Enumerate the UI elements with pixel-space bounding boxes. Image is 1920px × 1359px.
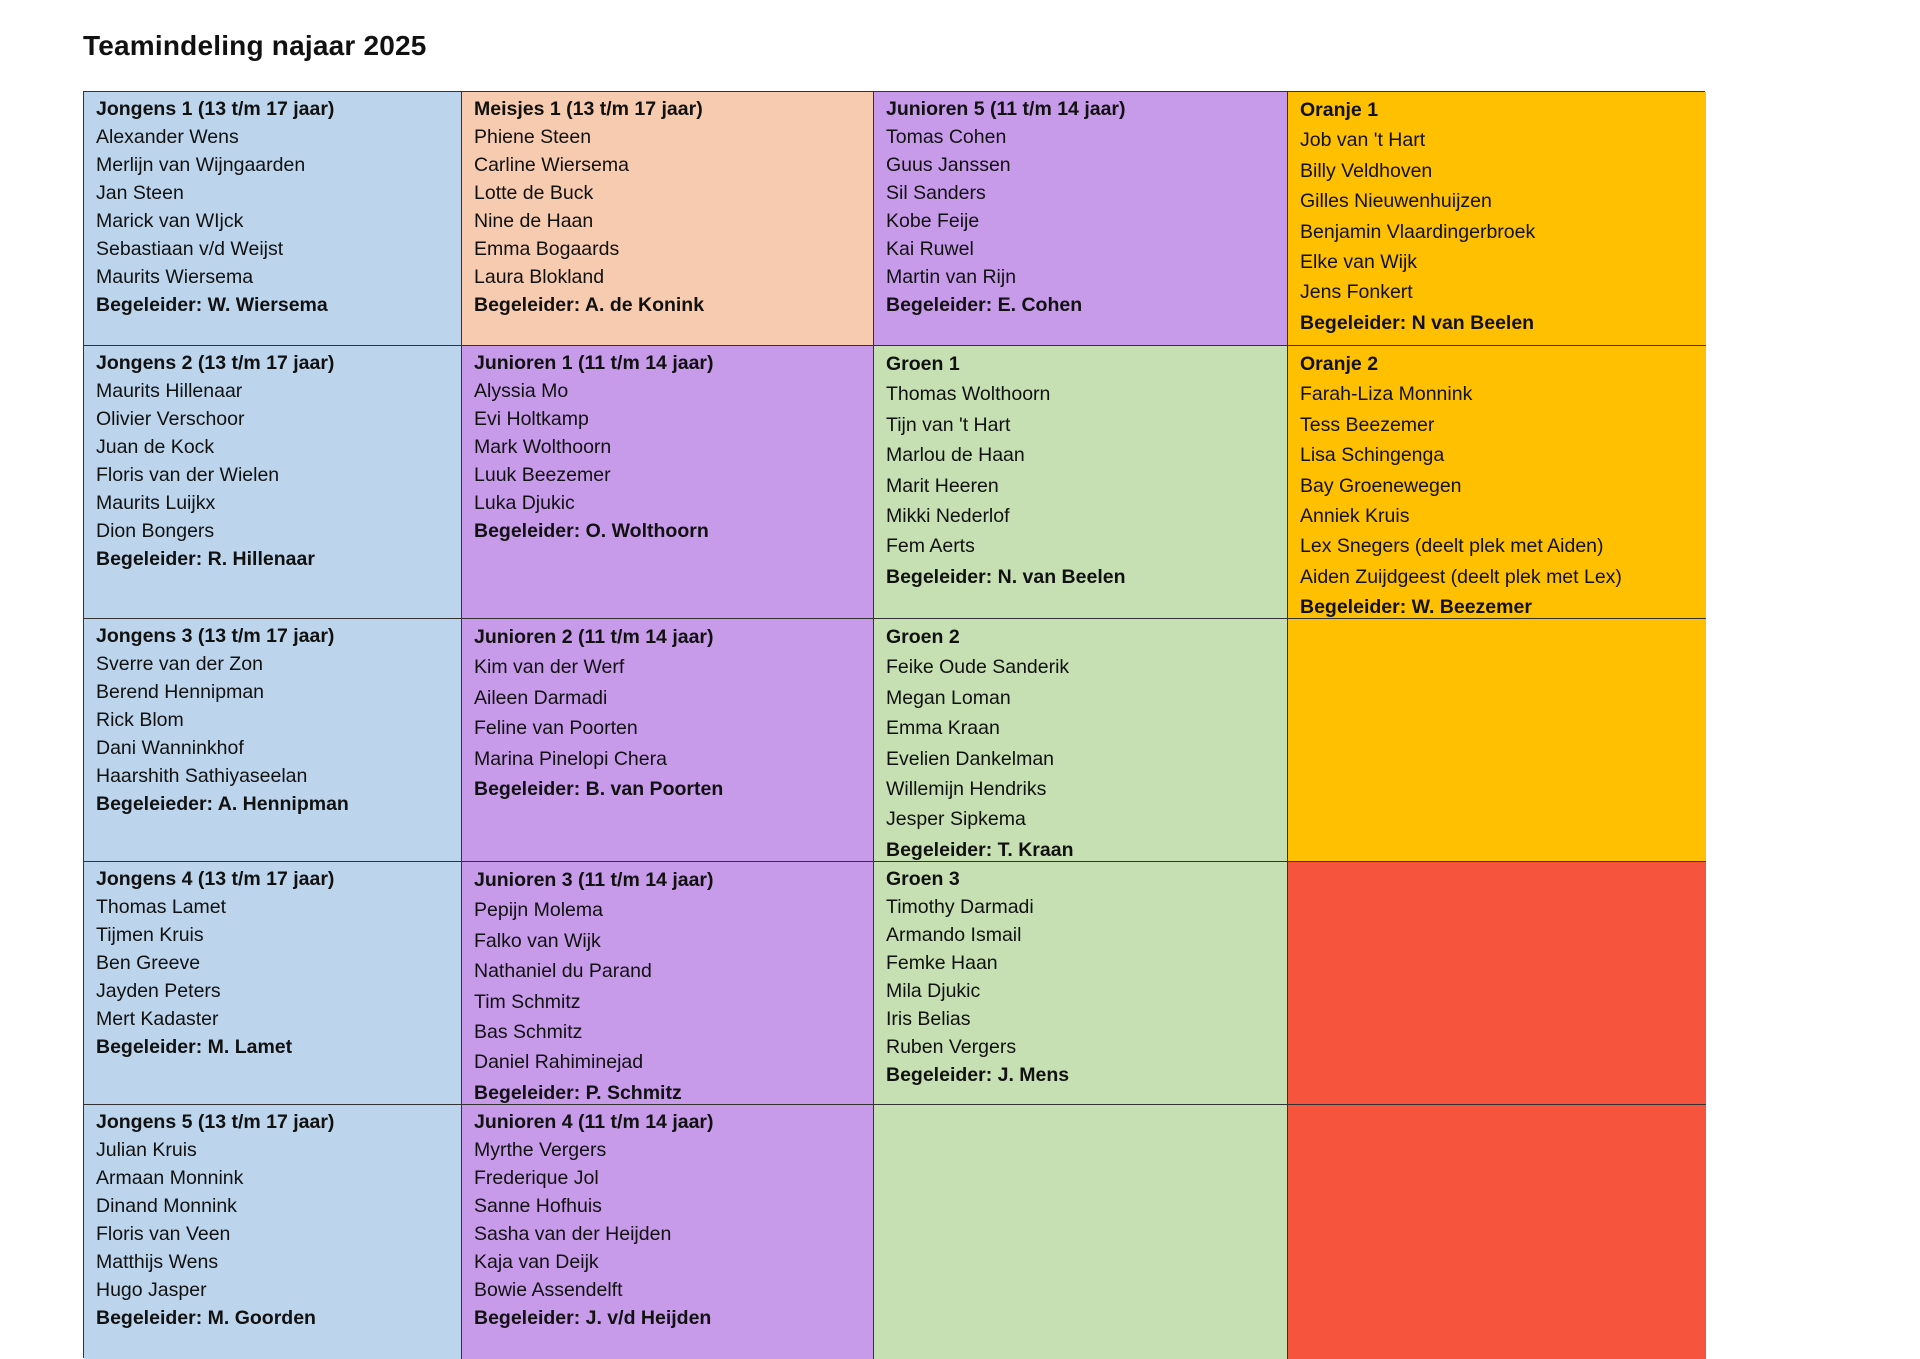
- team-cell: [462, 862, 874, 1105]
- team-supervisor: Begeleider: B. van Poorten: [474, 778, 724, 801]
- team-member: Megan Loman: [886, 686, 1011, 709]
- empty-team-cell: [1288, 619, 1706, 862]
- team-supervisor: Begeleider: E. Cohen: [886, 294, 1083, 316]
- team-member: Jens Fonkert: [1300, 281, 1413, 304]
- team-member: Maurits Wiersema: [96, 266, 254, 288]
- team-member: Aiden Zuijdgeest (deelt plek met Lex): [1300, 565, 1622, 588]
- team-cell: [1288, 346, 1706, 619]
- team-member: Kobe Feije: [886, 210, 980, 232]
- team-member: Sverre van der Zon: [96, 653, 263, 675]
- team-member: Sasha van der Heijden: [474, 1223, 672, 1245]
- team-member: Iris Belias: [886, 1008, 971, 1030]
- team-member: Haarshith Sathiyaseelan: [96, 765, 308, 787]
- team-supervisor: Begeleider: P. Schmitz: [474, 1081, 682, 1104]
- team-cell: [874, 862, 1288, 1105]
- team-member: Luuk Beezemer: [474, 464, 611, 486]
- team-member: Fem Aerts: [886, 535, 975, 558]
- team-member: Nathaniel du Parand: [474, 960, 652, 983]
- team-member: Julian Kruis: [96, 1139, 197, 1161]
- team-member: Femke Haan: [886, 952, 998, 974]
- team-member: Nine de Haan: [474, 210, 594, 232]
- team-member: Alexander Wens: [96, 126, 239, 148]
- team-member: Daniel Rahiminejad: [474, 1051, 644, 1074]
- team-name: Junioren 1 (11 t/m 14 jaar): [474, 352, 714, 374]
- team-member: Bas Schmitz: [474, 1021, 583, 1044]
- team-supervisor: Begeleider: N. van Beelen: [886, 565, 1126, 588]
- team-supervisor: Begeleider: W. Beezemer: [1300, 596, 1532, 619]
- team-cell: [84, 346, 462, 619]
- team-name: Oranje 1: [1300, 99, 1379, 121]
- team-supervisor: Begeleider: W. Wiersema: [96, 294, 328, 316]
- team-member: Sil Sanders: [886, 182, 986, 204]
- team-cell: [84, 1105, 462, 1359]
- team-member: Laura Blokland: [474, 266, 605, 288]
- team-member: Kai Ruwel: [886, 238, 974, 260]
- team-supervisor: Begeleider: T. Kraan: [886, 838, 1074, 861]
- team-member: Thomas Lamet: [96, 896, 227, 918]
- team-cell: [84, 92, 462, 346]
- team-member: Tess Beezemer: [1300, 413, 1435, 436]
- team-member: Aileen Darmadi: [474, 686, 608, 709]
- page-title: Teamindeling najaar 2025: [83, 30, 427, 61]
- team-supervisor: Begeleider: J. v/d Heijden: [474, 1307, 712, 1329]
- team-member: Evelien Dankelman: [886, 747, 1055, 770]
- team-member: Benjamin Vlaardingerbroek: [1300, 220, 1536, 243]
- team-cell: [874, 92, 1288, 346]
- team-member: Farah-Liza Monnink: [1300, 383, 1473, 406]
- team-name: Meisjes 1 (13 t/m 17 jaar): [474, 98, 703, 120]
- team-member: Armando Ismail: [886, 924, 1022, 946]
- empty-team-cell: [874, 1105, 1288, 1359]
- team-cell: [84, 619, 462, 862]
- team-name: Jongens 5 (13 t/m 17 jaar): [96, 1111, 335, 1133]
- empty-team-cell: [1288, 862, 1706, 1105]
- team-member: Tomas Cohen: [886, 126, 1007, 148]
- team-member: Jayden Peters: [96, 980, 221, 1002]
- team-name: Junioren 2 (11 t/m 14 jaar): [474, 626, 714, 648]
- team-name: Junioren 5 (11 t/m 14 jaar): [886, 98, 1126, 120]
- team-member: Marlou de Haan: [886, 444, 1025, 467]
- team-member: Feline van Poorten: [474, 717, 638, 740]
- team-name: Groen 1: [886, 353, 960, 375]
- team-member: Hugo Jasper: [96, 1279, 207, 1301]
- team-name: Groen 3: [886, 868, 960, 890]
- team-member: Floris van Veen: [96, 1223, 231, 1245]
- team-supervisor: Begeleider: J. Mens: [886, 1064, 1070, 1086]
- team-cell: [462, 619, 874, 862]
- team-member: Juan de Kock: [96, 436, 215, 458]
- team-member: Armaan Monnink: [96, 1167, 244, 1189]
- team-member: Carline Wiersema: [474, 154, 629, 176]
- team-member: Mark Wolthoorn: [474, 436, 612, 458]
- empty-team-cell: [1288, 1105, 1706, 1359]
- team-member: Lisa Schingenga: [1300, 444, 1445, 467]
- team-name: Jongens 4 (13 t/m 17 jaar): [96, 868, 335, 890]
- team-member: Maurits Luijkx: [96, 492, 216, 514]
- team-name: Jongens 2 (13 t/m 17 jaar): [96, 352, 335, 374]
- team-name: Groen 2: [886, 626, 960, 648]
- team-cell: [462, 92, 874, 346]
- team-cell: [462, 346, 874, 619]
- team-supervisor: Begeleider: M. Lamet: [96, 1036, 293, 1058]
- team-member: Sebastiaan v/d Weijst: [96, 238, 284, 260]
- team-supervisor: Begeleider: R. Hillenaar: [96, 548, 315, 570]
- team-member: Matthijs Wens: [96, 1251, 219, 1273]
- team-name: Jongens 1 (13 t/m 17 jaar): [96, 98, 335, 120]
- team-member: Kim van der Werf: [474, 656, 625, 679]
- team-member: Mert Kadaster: [96, 1008, 219, 1030]
- team-member: Dion Bongers: [96, 520, 215, 542]
- team-name: Junioren 3 (11 t/m 14 jaar): [474, 869, 714, 891]
- team-supervisor: Begeleider: A. de Konink: [474, 294, 705, 316]
- team-name: Jongens 3 (13 t/m 17 jaar): [96, 625, 335, 647]
- team-member: Kaja van Deijk: [474, 1251, 599, 1273]
- team-member: Jan Steen: [96, 182, 184, 204]
- team-member: Anniek Kruis: [1300, 505, 1410, 528]
- team-member: Tijmen Kruis: [96, 924, 204, 946]
- team-member: Myrthe Vergers: [474, 1139, 607, 1161]
- team-member: Martin van Rijn: [886, 266, 1017, 288]
- team-member: Bay Groenewegen: [1300, 474, 1462, 497]
- team-member: Tim Schmitz: [474, 990, 581, 1013]
- team-member: Lotte de Buck: [474, 182, 594, 204]
- team-member: Evi Holtkamp: [474, 408, 589, 430]
- team-member: Alyssia Mo: [474, 380, 569, 402]
- team-member: Mikki Nederlof: [886, 505, 1010, 528]
- team-member: Berend Hennipman: [96, 681, 265, 703]
- team-member: Pepijn Molema: [474, 899, 603, 922]
- team-member: Dinand Monnink: [96, 1195, 237, 1217]
- team-supervisor: Begeleieder: A. Hennipman: [96, 793, 349, 815]
- team-member: Billy Veldhoven: [1300, 159, 1433, 182]
- team-member: Frederique Jol: [474, 1167, 599, 1189]
- team-member: Marit Heeren: [886, 474, 999, 497]
- team-supervisor: Begeleider: O. Wolthoorn: [474, 520, 709, 542]
- team-member: Emma Kraan: [886, 717, 1000, 740]
- team-member: Thomas Wolthoorn: [886, 383, 1051, 406]
- team-member: Lex Snegers (deelt plek met Aiden): [1300, 535, 1604, 558]
- team-member: Ben Greeve: [96, 952, 201, 974]
- team-member: Marina Pinelopi Chera: [474, 747, 667, 770]
- team-name: Oranje 2: [1300, 353, 1379, 375]
- team-cell: [462, 1105, 874, 1359]
- team-cell: [874, 619, 1288, 862]
- team-member: Rick Blom: [96, 709, 184, 731]
- team-member: Merlijn van Wijngaarden: [96, 154, 306, 176]
- team-member: Feike Oude Sanderik: [886, 656, 1070, 679]
- team-member: Falko van Wijk: [474, 929, 601, 952]
- team-cell: [1288, 92, 1706, 346]
- team-member: Gilles Nieuwenhuijzen: [1300, 190, 1492, 213]
- team-member: Timothy Darmadi: [886, 896, 1034, 918]
- team-supervisor: Begeleider: M. Goorden: [96, 1307, 316, 1329]
- team-member: Olivier Verschoor: [96, 408, 245, 430]
- team-member: Tijn van 't Hart: [886, 413, 1011, 436]
- team-member: Ruben Vergers: [886, 1036, 1017, 1058]
- team-name: Junioren 4 (11 t/m 14 jaar): [474, 1111, 714, 1133]
- team-member: Emma Bogaards: [474, 238, 620, 260]
- team-member: Luka Djukic: [474, 492, 575, 514]
- team-member: Mila Djukic: [886, 980, 981, 1002]
- team-member: Sanne Hofhuis: [474, 1195, 602, 1217]
- team-member: Floris van der Wielen: [96, 464, 280, 486]
- team-cell: [874, 346, 1288, 619]
- team-member: Bowie Assendelft: [474, 1279, 623, 1301]
- team-member: Guus Janssen: [886, 154, 1011, 176]
- team-member: Marick van WIjck: [96, 210, 244, 232]
- team-member: Jesper Sipkema: [886, 808, 1026, 831]
- team-member: Dani Wanninkhof: [96, 737, 244, 759]
- team-cell: [84, 862, 462, 1105]
- team-member: Job van 't Hart: [1300, 129, 1426, 152]
- team-member: Maurits Hillenaar: [96, 380, 243, 402]
- team-table: [83, 91, 1705, 1358]
- team-member: Phiene Steen: [474, 126, 592, 148]
- team-member: Elke van Wijk: [1300, 251, 1418, 274]
- team-supervisor: Begeleider: N van Beelen: [1300, 311, 1535, 334]
- team-member: Willemijn Hendriks: [886, 778, 1047, 801]
